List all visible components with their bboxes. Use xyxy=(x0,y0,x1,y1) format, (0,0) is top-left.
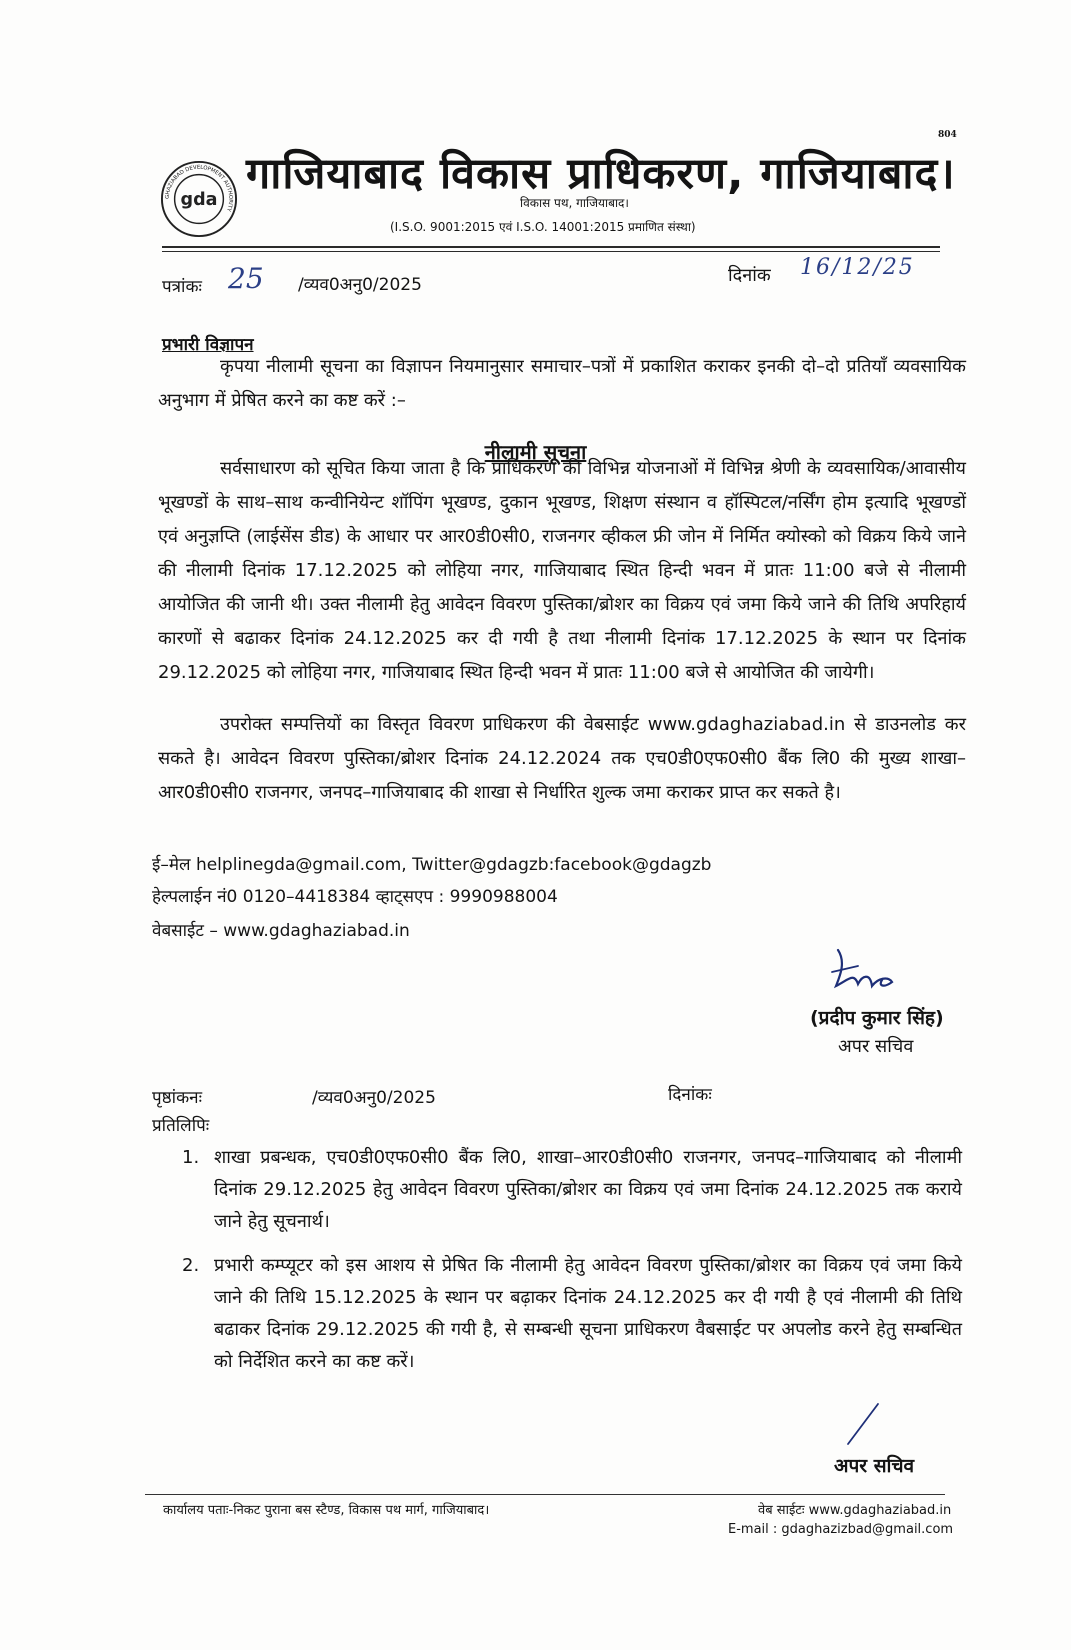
logo-text: gda xyxy=(180,189,218,210)
logo-ring-text: GHAZIABAD DEVELOPMENT AUTHORITY xyxy=(164,164,234,213)
signatory-designation: अपर सचिव xyxy=(838,1036,914,1057)
footer-email: E-mail : gdaghazizbad@gmail.com xyxy=(728,1522,954,1537)
intro-paragraph: कृपया नीलामी सूचना का विज्ञापन नियमानुसार समाचार–पत्रों में प्रकाशित कराकर इनकी दो–दो प्रतियाँ व्यवसायिक अनुभाग में प्रेषित करने का कष्ट करें :– xyxy=(158,356,966,411)
copy-to-label: प्रतिलिपिः xyxy=(152,1116,210,1136)
signatory-name: (प्रदीप कुमार सिंह) xyxy=(810,1007,944,1029)
footer-rule xyxy=(145,1494,945,1495)
org-title: गाजियाबाद विकास प्राधिकरण, गाजियाबाद। xyxy=(246,149,956,199)
contact-website: वेबसाईट – www.gdaghaziabad.in xyxy=(152,921,410,941)
org-address: विकास पथ, गाजियाबाद। xyxy=(520,196,629,210)
reference-number: 25 xyxy=(228,262,264,295)
list-item-text: शाखा प्रबन्धक, एच0डी0एफ0सी0 बैंक लि0, शाखा–आर0डी0सी0 राजनगर, जनपद–गाजियाबाद को नीलामी दिनांक 29.12.2025 हेतु आवेदन विवरण पुस्तिका/ब्रोशर का विक्रय एवं जमा दिनांक 24.12.2025 तक कराये जाने हेतु सूचनार्थ। xyxy=(214,1147,962,1232)
initial-mark-icon xyxy=(838,1400,898,1450)
contact-email: ई–मेल helplinegda@gmail.com, Twitter@gdagzb:facebook@gdagzb xyxy=(152,855,712,875)
reference-label: पत्रांकः xyxy=(162,277,202,297)
list-item-text: प्रभारी कम्प्यूटर को इस आशय से प्रेषित कि नीलामी हेतु आवेदन विवरण पुस्तिका/ब्रोशर का विक्रय एवं जमा किये जाने की तिथि 15.12.2025 के स्थान पर बढ़ाकर दिनांक 24.12.2025 कर दी गयी है एवं नीलामी की तिथि बढाकर दिनांक 29.12.2025 की गयी है, से सम्बन्धी सूचना प्राधिकरण वैबसाईट पर अपलोड करने हेतु सम्बन्धित को निर्देशित करने का कष्ट करें। xyxy=(214,1255,962,1372)
endorsement-label: पृष्ठांकनः xyxy=(152,1088,202,1108)
reference-suffix: /व्यव0अनु0/2025 xyxy=(298,275,422,295)
list-item xyxy=(182,1250,962,1378)
header-rule-thin xyxy=(162,251,940,252)
addressee-heading: प्रभारी विज्ञापन xyxy=(162,335,254,355)
notice-paragraph-2: उपरोक्त सम्पत्तियों का विस्तृत विवरण प्राधिकरण की वेबसाईट www.gdaghaziabad.in से डाउनलोड कर सकते है। आवेदन विवरण पुस्तिका/ब्रोशर दिनांक 24.12.2024 तक एच0डी0एफ0सी0 बैंक लि0 की मुख्य शाखा–आर0डी0सी0 राजनगर, जनपद–गाजियाबाद की शाखा से निर्धारित शुल्क जमा कराकर प्राप्त कर सकते है। xyxy=(158,714,966,803)
gda-logo-icon xyxy=(160,160,238,238)
page-number: 804 xyxy=(938,130,957,140)
notice-paragraph-1: सर्वसाधारण को सूचित किया जाता है कि प्राधिकरण की विभिन्न योजनाओं में विभिन्न श्रेणी के व्यवसायिक/आवासीय भूखण्डों के साथ–साथ कन्वीनियेन्ट शॉपिंग भूखण्ड, दुकान भूखण्ड, शिक्षण संस्थान व हॉस्पिटल/नर्सिंग होम इत्यादि भूखण्डों एवं अनुज्ञप्ति (लाईसेंस डीड) के आधार पर आर0डी0सी0, राजनगर व्हीकल फ्री जोन में निर्मित क्योस्को को विक्रय किये जाने की नीलामी दिनांक 17.12.2025 को लोहिया नगर, गाजियाबाद स्थित हिन्दी भवन में प्रातः 11:00 बजे से नीलामी आयोजित की जानी थी। उक्त नीलामी हेतु आवेदन विवरण पुस्तिका/ब्रोशर का विक्रय एवं जमा किये जाने की तिथि अपरिहार्य कारणों से बढाकर दिनांक 24.12.2025 कर दी गयी है तथा नीलामी दिनांक 17.12.2025 के स्थान पर दिनांक 29.12.2025 को लोहिया नगर, गाजियाबाद स्थित हिन्दी भवन में प्रातः 11:00 बजे से आयोजित की जायेगी। xyxy=(158,458,966,683)
footer-address: कार्यालय पताः-निकट पुराना बस स्टैण्ड, विकास पथ मार्ग, गाजियाबाद। xyxy=(163,1503,490,1518)
iso-certification: (I.S.O. 9001:2015 एवं I.S.O. 14001:2015 प्रमाणित संस्था) xyxy=(390,220,696,234)
contact-helpline: हेल्पलाईन नं0 0120–4418384 व्हाट्सएप : 9990988004 xyxy=(152,887,558,907)
endorsement-suffix: /व्यव0अनु0/2025 xyxy=(312,1088,436,1108)
list-item-number: 1. xyxy=(182,1147,200,1168)
list-item xyxy=(182,1142,962,1238)
footer-website: वेब साईटः www.gdaghaziabad.in xyxy=(758,1503,952,1518)
signature-icon xyxy=(818,942,928,1002)
date-value: 16/12/25 xyxy=(800,255,915,280)
endorsement-date-label: दिनांकः xyxy=(668,1085,712,1105)
notice-title: नीलामी सूचना xyxy=(484,440,587,464)
final-signatory: अपर सचिव xyxy=(834,1455,915,1477)
list-item-number: 2. xyxy=(182,1255,200,1276)
header-rule xyxy=(162,246,940,248)
date-label: दिनांक xyxy=(728,265,771,286)
